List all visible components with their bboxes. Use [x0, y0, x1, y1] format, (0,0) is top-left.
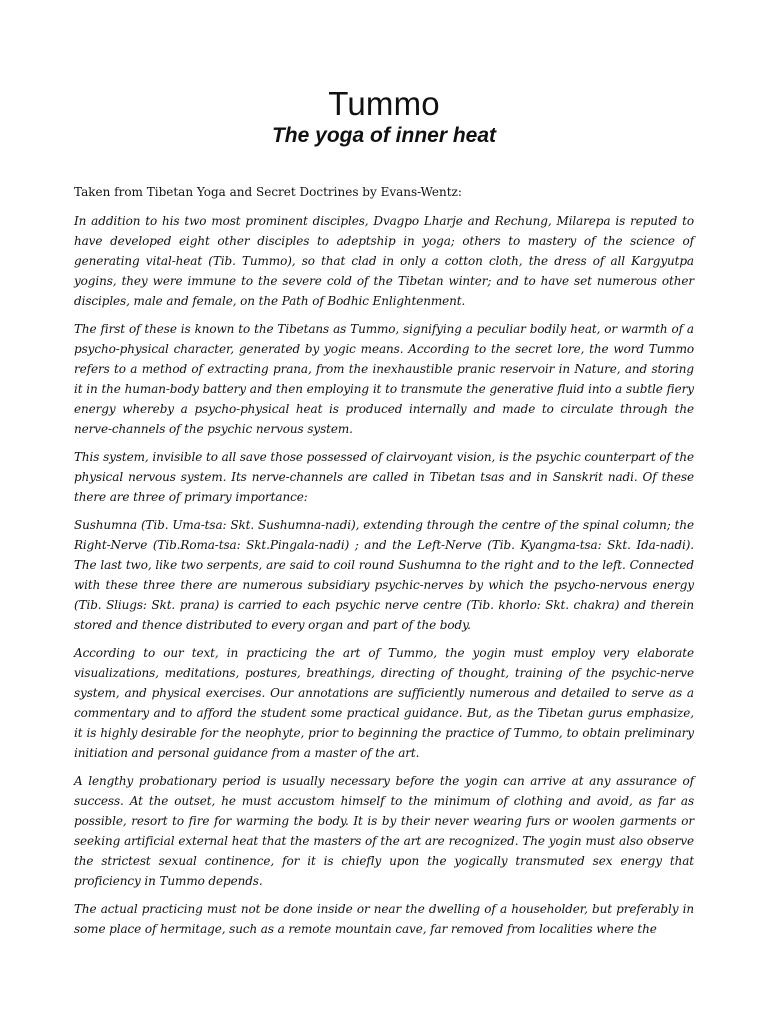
paragraph-6: A lengthy probationary period is usually necessary before the yogin can arrive at any assurance of success. At the outset, he must accustom himself to the minimum of clothing and avoid, as far as possible, resort to fire for warming the body. It is by their never wearing furs or woolen garments or seeking artificial external heat that the masters of the art are recognized. The yogin must also observe the strictest sexual continence, for it is chiefly upon the yogically transmuted sex energy that proficiency in Tummo depends.	[74, 774, 694, 888]
paragraph-1: In addition to his two most prominent disciples, Dvagpo Lharje and Rechung, Milarepa is reputed to have developed eight other disciples to adeptship in yoga; others to mastery of the science of generating vital-heat (Tib. Tummo), so that clad in only a cotton cloth, the dress of all Kargyutpa yogins, they were immune to the severe cold of the Tibetan winter; and to have set numerous other disciples, male and female, on the Path of Bodhic Enlightenment.	[74, 214, 694, 308]
paragraph-7: The actual practicing must not be done inside or near the dwelling of a householder, but preferably in some place of hermitage, such as a remote mountain cave, far removed from localities where the	[74, 902, 694, 936]
paragraph-4: Sushumna (Tib. Uma-tsa: Skt. Sushumna-nadi), extending through the centre of the spinal column; the Right-Nerve (Tib.Roma-tsa: Skt.Pingala-nadi) ; and the Left-Nerve (Tib. Kyangma-tsa: Skt. Ida-nadi). The last two, like two serpents, are said to coil round Sushumna to the right and to the left. Connected with these three there are numerous subsidiary psychic-nerves by which the psycho-nervous energy (Tib. Sliugs: Skt. prana) is carried to each psychic nerve centre (Tib. khorlo: Skt. chakra) and therein stored and thence distributed to every organ and part of the body.	[74, 518, 694, 632]
page-title: Tummo	[328, 85, 440, 122]
intro-line: Taken from Tibetan Yoga and Secret Doctrines by Evans-Wentz:	[74, 185, 462, 199]
paragraph-5: According to our text, in practicing the art of Tummo, the yogin must employ very elaborate visualizations, meditations, postures, breathings, directing of thought, training of the psychic-nerve system, and physical exercises. Our annotations are sufficiently numerous and detailed to serve as a commentary and to afford the student some practical guidance. But, as the Tibetan gurus emphasize, it is highly desirable for the neophyte, prior to beginning the practice of Tummo, to obtain preliminary initiation and personal guidance from a master of the art.	[74, 646, 694, 760]
paragraph-2: The first of these is known to the Tibetans as Tummo, signifying a peculiar bodily heat, or warmth of a psycho-physical character, generated by yogic means. According to the secret lore, the word Tummo refers to a method of extracting prana, from the inexhaustible pranic reservoir in Nature, and storing it in the human-body battery and then employing it to transmute the generative fluid into a subtle fiery energy whereby a psycho-physical heat is produced internally and made to circulate through the nerve-channels of the psychic nervous system.	[74, 322, 694, 436]
document-body	[74, 211, 694, 947]
page-subtitle: The yoga of inner heat	[271, 124, 497, 147]
paragraph-3: This system, invisible to all save those possessed of clairvoyant vision, is the psychic counterpart of the physical nervous system. Its nerve-channels are called in Tibetan tsas and in Sanskrit nadi. Of these there are three of primary importance:	[74, 450, 694, 504]
